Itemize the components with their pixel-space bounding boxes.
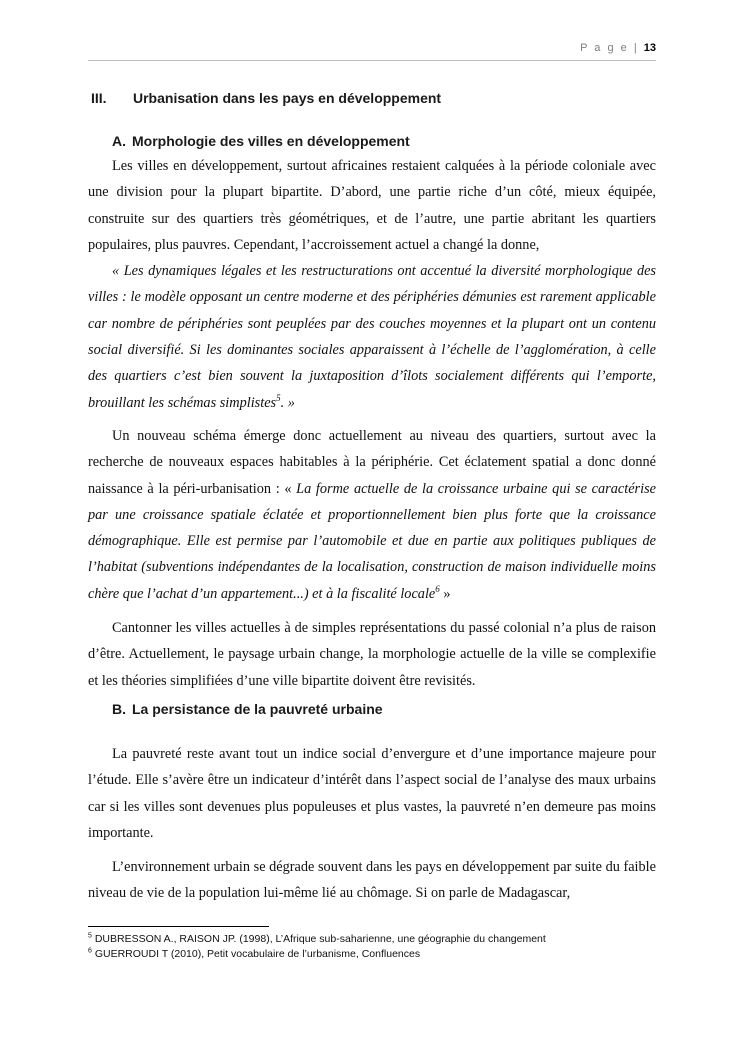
paragraph: L’environnement urbain se dégrade souvent dans les pays en développement par suite du faible niveau de vie de la population lui-même lié au chômage. Si on parle de Madagascar,	[88, 859, 656, 902]
section-title: Urbanisation dans les pays en développement	[133, 90, 442, 106]
paragraph: La pauvreté reste avant tout un indice social d’envergure et d’une importance majeure pour l’étude. Elle s’avère être un indicateur d’intérêt dans l’aspect social de l’analyse des maux urbains car si les villes sont devenues plus populeuses et plus vastes, la pauvreté n’en demeure pas moins importante.	[88, 746, 656, 841]
footnote-number: 6	[88, 947, 92, 955]
page-header	[88, 42, 656, 54]
footnote-text: DUBRESSON A., RAISON JP. (1998), L’Afrique sub-saharienne, une géographie du changement	[91, 933, 546, 945]
section-heading	[91, 90, 441, 106]
subsection-a-title: Morphologie des villes en développement	[132, 133, 410, 149]
subsection-b-letter: B.	[112, 701, 126, 717]
body-block-a	[88, 153, 656, 694]
footnote-text: GUERROUDI T (2010), Petit vocabulaire de l’urbanisme, Confluences	[91, 948, 421, 960]
subsection-b-title: La persistance de la pauvreté urbaine	[132, 701, 383, 717]
page-number: 13	[643, 42, 656, 54]
paragraph: Les villes en développement, surtout africaines restaient calquées à la période coloniale avec une division pour la plupart bipartite. D’abord, une partie riche d’un côté, mieux équipée, construite sur des quartiers très géométriques, et de l’autre, une partie abritant les quartiers populaires, plus pauvres. Cependant, l’accroissement actuel a changé la donne,	[88, 158, 656, 253]
section-number: III.	[91, 90, 107, 106]
header-divider	[88, 60, 656, 61]
quote-end: »	[439, 585, 451, 602]
footnote	[88, 933, 546, 945]
footnote-ref: 6	[435, 583, 440, 594]
quote-end: . »	[280, 394, 295, 411]
subsection-b-heading	[112, 701, 383, 717]
body-block-b	[88, 741, 656, 907]
paragraph-text: Un nouveau schéma émerge donc actuellement au niveau des quartiers, surtout avec la recherche de nouveaux espaces habitables à la périphérie. Cet éclatement spatial a donc donné naissance à la péri-urbanisation : «	[88, 427, 656, 497]
footnote-ref: 5	[276, 392, 281, 403]
footnote-number: 5	[88, 932, 92, 940]
page-label: P a g e	[580, 42, 629, 54]
quote-paragraph	[88, 258, 656, 416]
footnote	[88, 948, 420, 960]
subsection-a-letter: A.	[112, 133, 126, 149]
page-separator: |	[633, 42, 639, 54]
paragraph	[88, 423, 656, 607]
paragraph: Cantonner les villes actuelles à de simples représentations du passé colonial n’a plus de raison d’être. Actuellement, le paysage urbain change, la morphologie actuelle de la ville se complexifie et les théories simplifiées d’une ville bipartite doivent être revisités.	[88, 620, 656, 689]
subsection-a-heading	[112, 133, 410, 149]
quote-text: « Les dynamiques légales et les restructurations ont accentué la diversité morphologique des villes : le modèle opposant un centre moderne et des périphéries démunies est rarement applicable car nombre de périphéries sont peuplées par des couches moyennes et la plupart ont un contenu social diversifié. Si les dominantes sociales apparaissent à l’échelle de l’agglomération, à celle des quartiers c’est bien souvent la juxtaposition d’îlots socialement différents qui l’emporte, brouillant les schémas simplistes	[88, 263, 656, 411]
inline-quote: La forme actuelle de la croissance urbaine qui se caractérise par une croissance spatiale éclatée et proportionnellement bien plus forte que la croissance démographique. Elle est permise par l’automobile et due en partie aux politiques publiques de l’habitat (subventions indépendantes de la localisation, construction de maison individuelle moins chère que l’achat d’un appartement...) et à la fiscalité locale	[88, 480, 656, 602]
footnote-divider	[88, 926, 269, 927]
